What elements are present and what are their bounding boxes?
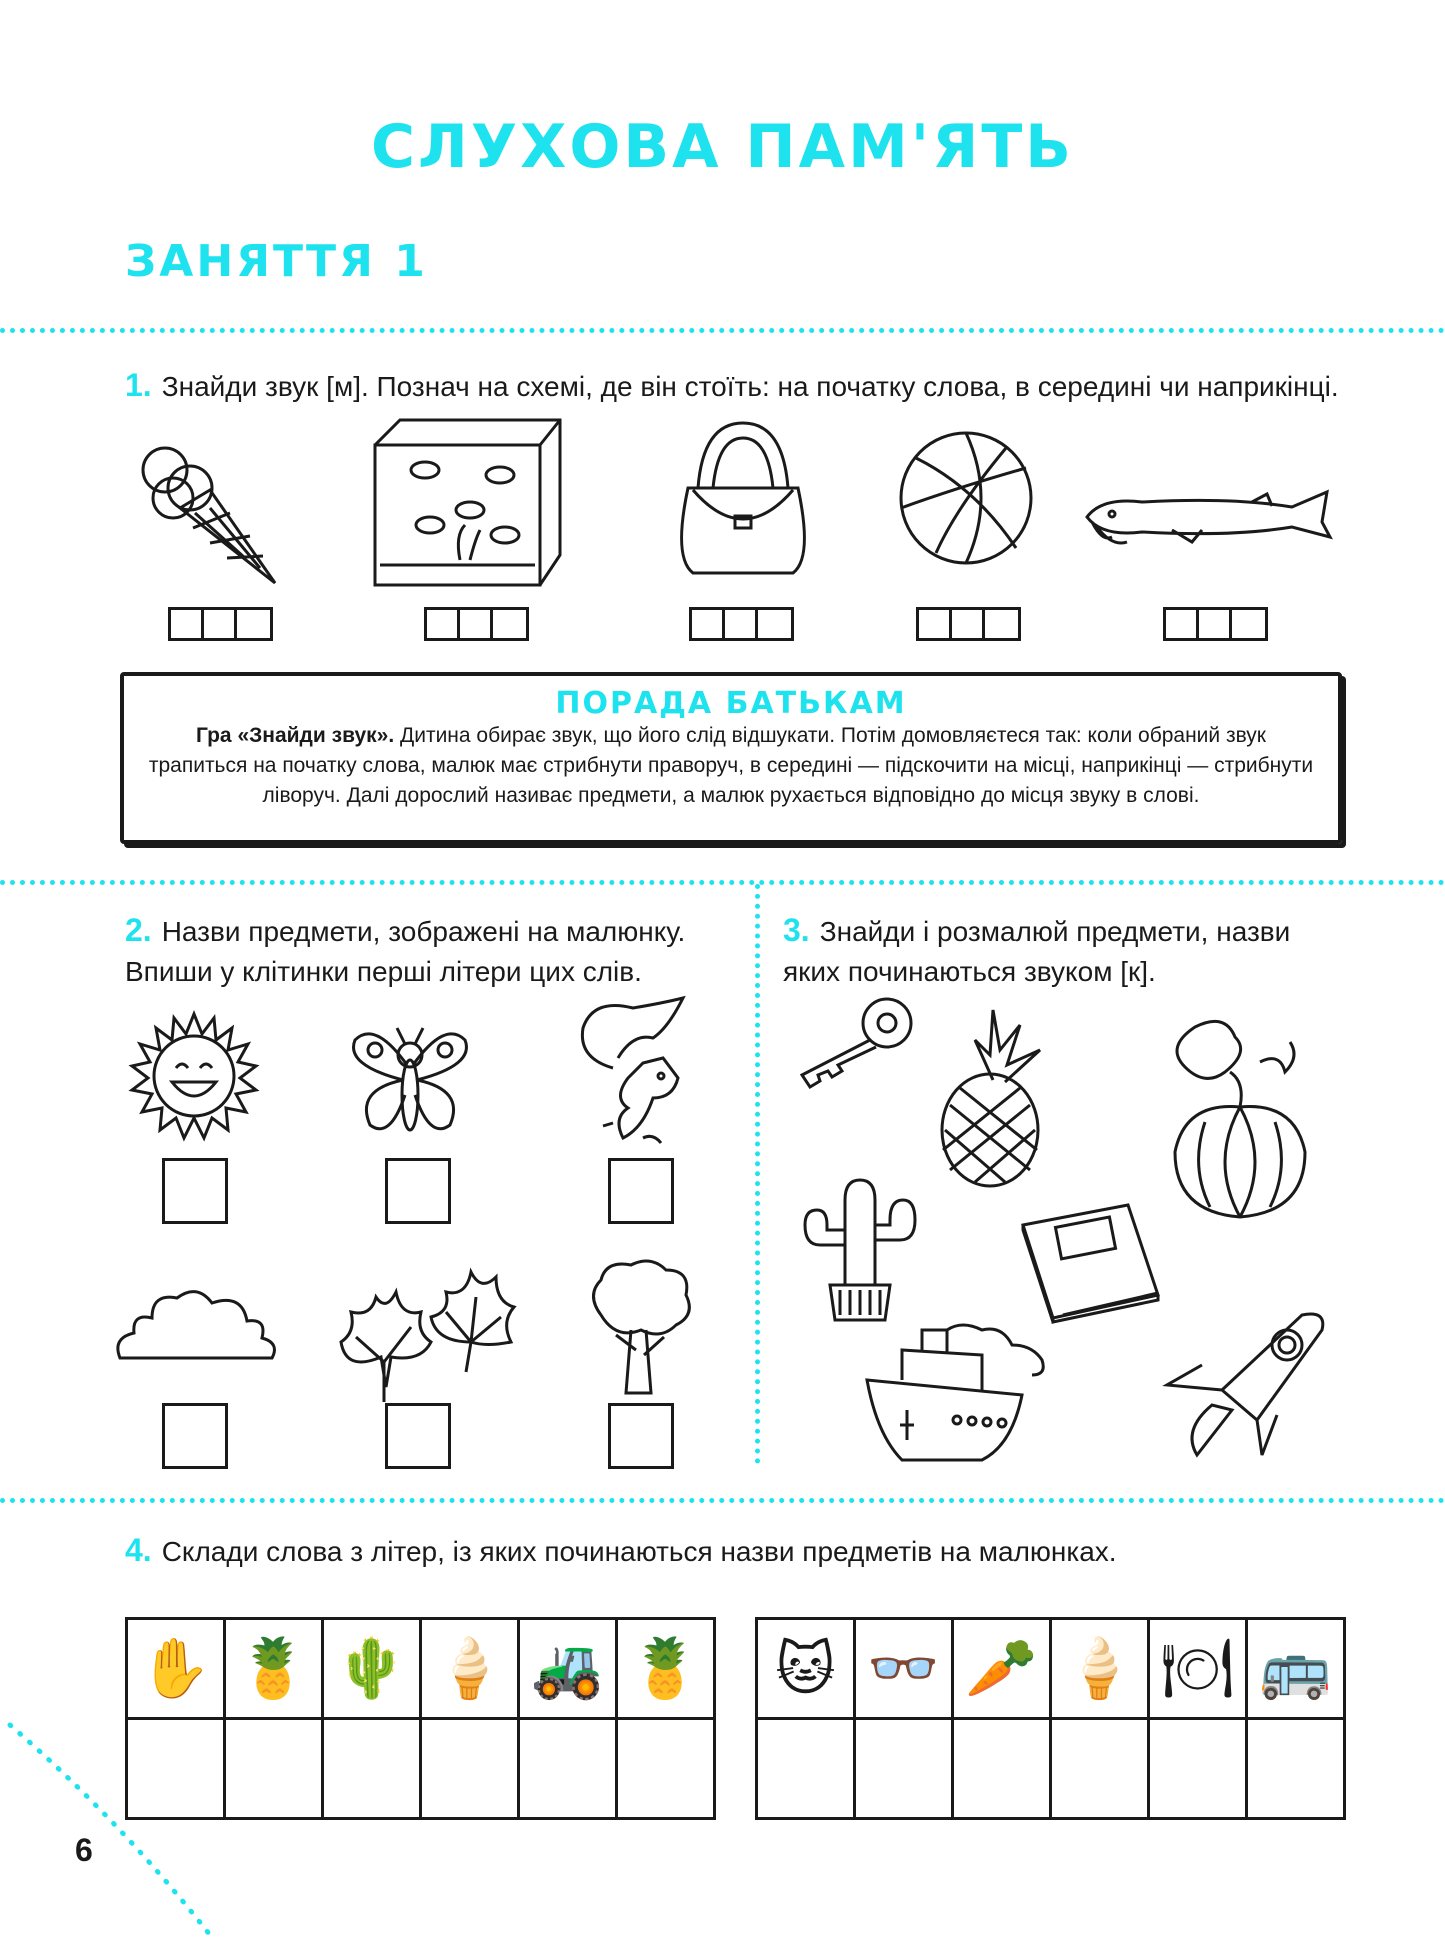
- grid-right-answer-4[interactable]: [1051, 1719, 1149, 1819]
- task-3-instruction: [783, 910, 1423, 992]
- task-1-instruction: [125, 365, 1425, 407]
- grid-right-answer-5[interactable]: [1149, 1719, 1247, 1819]
- bus-icon: 🚌: [1259, 1635, 1332, 1701]
- corner-dots: [0, 1720, 220, 1938]
- sound-scheme-3[interactable]: [689, 607, 794, 641]
- task-2-line1: Назви предмети, зображені на малюнку.: [161, 916, 686, 947]
- carrot-icon: 🥕: [965, 1635, 1038, 1701]
- tractor-icon: 🚜: [531, 1635, 604, 1701]
- letter-cell-squirrel[interactable]: [608, 1158, 674, 1224]
- letter-cell-sun[interactable]: [162, 1158, 228, 1224]
- sound-scheme-5[interactable]: [1163, 607, 1268, 641]
- parent-advice-box: [120, 672, 1342, 844]
- grid-left-pic-5: [519, 1619, 617, 1719]
- task-2-number: 2.: [125, 912, 152, 948]
- grid-left-pic-2: [225, 1619, 323, 1719]
- task-3-line2: яких починаються звуком [к].: [783, 956, 1156, 987]
- divider-bottom: [0, 1498, 1445, 1503]
- letter-cell-butterfly[interactable]: [385, 1158, 451, 1224]
- sound-scheme-4[interactable]: [916, 607, 1021, 641]
- grid-right-answer-2[interactable]: [855, 1719, 953, 1819]
- sun-icon: [128, 1010, 260, 1142]
- sound-scheme-1[interactable]: [168, 607, 273, 641]
- pineapple-icon: [935, 1010, 1050, 1190]
- ball-icon: [896, 428, 1036, 568]
- glasses-icon: 👓: [867, 1635, 940, 1701]
- tree-icon: [586, 1255, 696, 1400]
- popsicle-icon: 🍦: [1063, 1635, 1136, 1701]
- grid-right-pic-3: [953, 1619, 1051, 1719]
- task-3-number: 3.: [783, 912, 810, 948]
- grid-right-answer-1[interactable]: [757, 1719, 855, 1819]
- cactus-icon: [795, 1165, 925, 1325]
- task-4-instruction: [125, 1530, 1425, 1572]
- task-2-instruction: [125, 910, 745, 992]
- advice-title: ПОРАДА БАТЬКАМ: [555, 686, 907, 721]
- advice-body: Дитина обирає звук, що його слід відшукати. Потім домовляєтеся так: коли обраний звук трапиться на початку слова, малюк має стрибнути праворуч, в середині — підскочити на місці, наприкінці — стрибнути ліворуч. Далі дорослий називає предмети, а малюк рухається відповідно до місця звуку в слові.: [148, 724, 1314, 807]
- grid-right-pic-2: [855, 1619, 953, 1719]
- grid-left-answer-6[interactable]: [617, 1719, 715, 1819]
- cactus-icon: 🌵: [335, 1635, 408, 1701]
- grid-left-pic-1: [127, 1619, 225, 1719]
- ice-cream-icon: [135, 438, 285, 588]
- ship-icon: [862, 1315, 1052, 1465]
- bag-icon: [673, 418, 813, 578]
- task-4-text: Склади слова з літер, із яких починаються назви предметів на малюнках.: [161, 1536, 1117, 1567]
- grid-left-pic-6: [617, 1619, 715, 1719]
- task-2-line2: Впиши у клітинки перші літери цих слів.: [125, 956, 642, 987]
- grid-left-answer-3[interactable]: [323, 1719, 421, 1819]
- task-1-number: 1.: [125, 367, 152, 403]
- letter-cell-tree[interactable]: [608, 1403, 674, 1469]
- grid-right-pic-5: [1149, 1619, 1247, 1719]
- pineapple-icon: 🍍: [237, 1635, 310, 1701]
- divider-top: [0, 328, 1445, 333]
- grid-left-pic-4: [421, 1619, 519, 1719]
- pumpkin-icon: [1165, 1012, 1315, 1227]
- grid-left-answer-5[interactable]: [519, 1719, 617, 1819]
- divider-vertical: [755, 884, 760, 1464]
- page-number: 6: [75, 1832, 93, 1868]
- letter-cell-cloud[interactable]: [162, 1403, 228, 1469]
- grid-right-pic-4: [1051, 1619, 1149, 1719]
- hand-icon: ✋: [139, 1635, 212, 1701]
- popsicle-icon: 🍦: [433, 1635, 506, 1701]
- key-icon: [792, 995, 917, 1095]
- leaves-icon: [336, 1262, 516, 1402]
- catfish-icon: [1082, 482, 1332, 552]
- book-icon: [1018, 1200, 1168, 1325]
- grid-right-answer-6[interactable]: [1247, 1719, 1345, 1819]
- grid-left-pic-3: [323, 1619, 421, 1719]
- advice-lead: Гра «Знайди звук».: [196, 724, 395, 747]
- divider-middle: [0, 880, 1445, 885]
- rocket-icon: [1162, 1310, 1332, 1460]
- butterfly-icon: [345, 1020, 475, 1145]
- lesson-title: ЗАНЯТТЯ 1: [125, 236, 428, 287]
- pineapple-icon: 🍍: [629, 1635, 702, 1701]
- task-1-text: Знайди звук [м]. Познач на схемі, де він стоїть: на початку слова, в середині чи наприкінці.: [161, 371, 1339, 402]
- grid-left-answer-2[interactable]: [225, 1719, 323, 1819]
- letter-cell-leaves[interactable]: [385, 1403, 451, 1469]
- squirrel-icon: [573, 998, 693, 1148]
- grid-left-answer-4[interactable]: [421, 1719, 519, 1819]
- grid-right-pic-6: [1247, 1619, 1345, 1719]
- task-4-number: 4.: [125, 1532, 152, 1568]
- advice-text: [144, 721, 1318, 811]
- plate-icon: 🍽: [1160, 1635, 1235, 1701]
- task-3-line1: Знайди і розмалюй предмети, назви: [819, 916, 1291, 947]
- grid-right-answer-3[interactable]: [953, 1719, 1051, 1819]
- grid-right-pic-1: [757, 1619, 855, 1719]
- cloud-icon: [112, 1283, 280, 1363]
- aquarium-icon: [370, 415, 565, 590]
- sound-scheme-2[interactable]: [424, 607, 529, 641]
- cat-icon: 🐱: [775, 1636, 836, 1702]
- word-grid-right: [755, 1617, 1346, 1820]
- page-title: СЛУХОВА ПАМ'ЯТЬ: [370, 112, 1075, 182]
